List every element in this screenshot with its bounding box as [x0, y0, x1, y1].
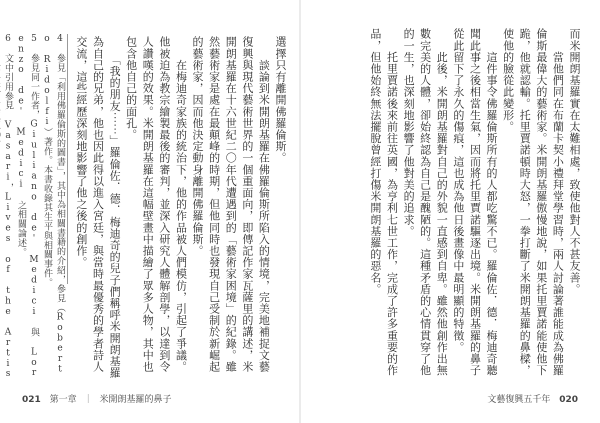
right-page: [312, 22, 582, 392]
footnote-divider: [67, 34, 68, 284]
left-page: [3, 22, 288, 392]
running-book-title: 文藝復興五千年: [487, 395, 551, 405]
chapter-title: 米開朗基羅的鼻子: [99, 395, 172, 405]
right-page-body-text: 而米開朗基羅實在太難相處，致使他對人不甚友善。 當他們同在布蘭卡契小禮拜堂學習時，兩人討論著誰能成為佛羅倫斯最偉大的藝術家。米開朗基羅傲慢地說，如果托里賈諾能使他下跪，他就認輸。托里賈諾頓時大怒，一拳打斷了米開朗基羅的鼻樑，使他的臉從此變形。 這件事令佛羅倫斯所有的人都吃驚不已。羅倫佐．德．梅迪奇聽聞此事之後相當生氣，因而將托里賈諾驅逐出境。米開朗基羅的鼻子從此留下了永久的傷痕，這也成為他日後畫像中最明顯的特徵。 此後，米開朗基羅對自己的外貌一直感到自卑。雖然他創作出無數完美的人體，卻始終認為自己是醜陋的。這種矛盾的心情貫穿了他的一生，也深刻地影響了他對美的追求。 托里賈諾後來前往英國，為亨利七世工作，完成了許多重要的作品，但他始終無法擺脫曾經打傷米開朗基羅的惡名。: [368, 28, 581, 376]
footer-separator: ｜: [83, 395, 93, 405]
chapter-label: 第一章: [49, 395, 77, 405]
left-page-number: 021: [22, 395, 41, 405]
left-page-footnotes: 4 參見「利用佛羅倫斯的圖書」，其中為相關書籍的介紹，參見（Roberto Ridolfi）著作。本書收錄其生平與相關事件。 5 參見同一作者，Giuliano de' Medici 與 Lorenzo de' Medici 之相關論述。 6 文中引用參見 Vasari，Lives of the Artis: [3, 34, 65, 380]
right-page-footer: [487, 392, 578, 405]
book-gutter: [299, 0, 301, 423]
left-page-footer: [22, 392, 171, 405]
right-page-number: 020: [559, 395, 578, 405]
left-page-body-text: 選擇只有離開佛羅倫斯。 談論到米開朗基羅在佛羅倫斯所陷入的情境，完美地補捉文藝復興與現代藝術世界的一個重面向，即傳記作家瓦薩里的講述，米開朗基羅在十六世紀二〇年代遭遇到的「藝術家困境」的紀錄。雖然藝術家是處在最顛峰的時期，但他同時也發現自己受制於新崛起的藝術家，因而他決定動身離開佛羅倫斯。 在梅迪奇家族的統治下，他的作品被人們模仿，引起了爭議。他被迫為教宗繪製最後的審判，並深入研究人體解剖學，以達到令人讚嘆的效果。米開朗基羅在這幅壁畫中描繪了眾多人物，其中也包含他自己的面孔。 「我的朋友⋯⋯」羅倫佐．德．梅迪奇的兒子們稱呼米開朗基羅為自己的兄弟，他也因此得以進入宮廷，與當時最優秀的學者詩人交流，這些經歷深刻地影響了他之後的創作。: [74, 36, 287, 379]
